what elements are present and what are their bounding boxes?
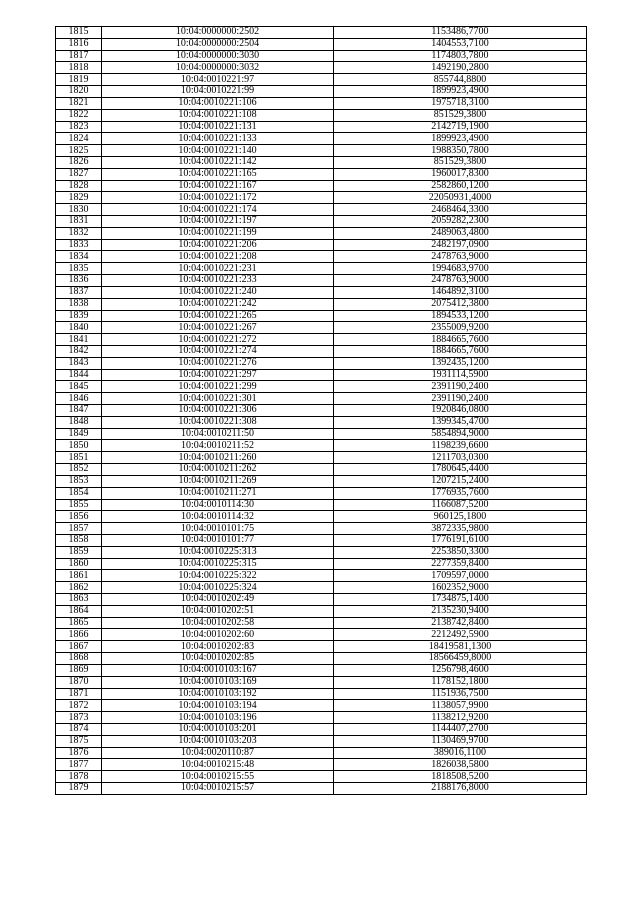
cadastral-number-cell: 10:04:0010211:52 — [102, 440, 334, 452]
table-row — [56, 405, 587, 417]
row-number-cell: 1852 — [56, 464, 102, 476]
cadastral-value-cell: 2391190,2400 — [334, 393, 587, 405]
row-number-cell: 1871 — [56, 688, 102, 700]
table-row — [56, 145, 587, 157]
table-row — [56, 275, 587, 287]
cadastral-value-cell: 1256798,4600 — [334, 664, 587, 676]
cadastral-number-cell: 10:04:0010221:272 — [102, 334, 334, 346]
cadastral-number-cell: 10:04:0000000:2504 — [102, 38, 334, 50]
row-number-cell: 1844 — [56, 369, 102, 381]
table-row — [56, 263, 587, 275]
table-row — [56, 227, 587, 239]
cadastral-number-cell: 10:04:0010221:276 — [102, 357, 334, 369]
table-row — [56, 50, 587, 62]
cadastral-value-cell: 1151936,7500 — [334, 688, 587, 700]
cadastral-number-cell: 10:04:0000000:3030 — [102, 50, 334, 62]
cadastral-value-cell: 1709597,0000 — [334, 570, 587, 582]
cadastral-number-cell: 10:04:0010101:75 — [102, 523, 334, 535]
cadastral-number-cell: 10:04:0010221:301 — [102, 393, 334, 405]
cadastral-value-cell: 2135230,9400 — [334, 605, 587, 617]
table-row — [56, 475, 587, 487]
row-number-cell: 1877 — [56, 759, 102, 771]
row-number-cell: 1855 — [56, 499, 102, 511]
row-number-cell: 1875 — [56, 735, 102, 747]
table-row — [56, 180, 587, 192]
cadastral-value-cell: 1207215,2400 — [334, 475, 587, 487]
row-number-cell: 1845 — [56, 381, 102, 393]
row-number-cell: 1848 — [56, 416, 102, 428]
table-row — [56, 759, 587, 771]
cadastral-value-cell: 2188176,8000 — [334, 783, 587, 795]
table-row — [56, 546, 587, 558]
row-number-cell: 1870 — [56, 676, 102, 688]
table-row — [56, 416, 587, 428]
row-number-cell: 1858 — [56, 534, 102, 546]
row-number-cell: 1874 — [56, 723, 102, 735]
table-row — [56, 499, 587, 511]
row-number-cell: 1847 — [56, 405, 102, 417]
cadastral-value-cell: 1734875,1400 — [334, 594, 587, 606]
row-number-cell: 1834 — [56, 251, 102, 263]
cadastral-number-cell: 10:04:0020110:87 — [102, 747, 334, 759]
cadastral-value-cell: 1931114,5900 — [334, 369, 587, 381]
cadastral-number-cell: 10:04:0010221:167 — [102, 180, 334, 192]
cadastral-value-cell: 18419581,1300 — [334, 641, 587, 653]
cadastral-number-cell: 10:04:0010215:57 — [102, 783, 334, 795]
cadastral-number-cell: 10:04:0010103:169 — [102, 676, 334, 688]
cadastral-value-cell: 1884665,7600 — [334, 345, 587, 357]
cadastral-number-cell: 10:04:0010221:133 — [102, 133, 334, 145]
table-row — [56, 594, 587, 606]
table-row — [56, 771, 587, 783]
cadastral-number-cell: 10:04:0010221:231 — [102, 263, 334, 275]
cadastral-number-cell: 10:04:0010211:260 — [102, 452, 334, 464]
row-number-cell: 1873 — [56, 712, 102, 724]
cadastral-number-cell: 10:04:0010225:324 — [102, 582, 334, 594]
cadastral-value-cell: 3872335,9800 — [334, 523, 587, 535]
table-row — [56, 298, 587, 310]
table-row — [56, 310, 587, 322]
cadastral-value-cell: 2582860,1200 — [334, 180, 587, 192]
cadastral-value-cell: 1899923,4900 — [334, 86, 587, 98]
cadastral-value-cell: 960125,1800 — [334, 511, 587, 523]
cadastral-value-cell: 1960017,8300 — [334, 168, 587, 180]
cadastral-value-cell: 1780645,4400 — [334, 464, 587, 476]
row-number-cell: 1819 — [56, 74, 102, 86]
cadastral-value-cell: 2355009,9200 — [334, 322, 587, 334]
row-number-cell: 1838 — [56, 298, 102, 310]
row-number-cell: 1867 — [56, 641, 102, 653]
row-number-cell: 1827 — [56, 168, 102, 180]
row-number-cell: 1821 — [56, 97, 102, 109]
row-number-cell: 1861 — [56, 570, 102, 582]
cadastral-number-cell: 10:04:0010221:165 — [102, 168, 334, 180]
table-row — [56, 322, 587, 334]
row-number-cell: 1835 — [56, 263, 102, 275]
cadastral-number-cell: 10:04:0010202:60 — [102, 629, 334, 641]
row-number-cell: 1818 — [56, 62, 102, 74]
cadastral-number-cell: 10:04:0010215:48 — [102, 759, 334, 771]
cadastral-value-cell: 1776191,6100 — [334, 534, 587, 546]
table-body — [56, 27, 587, 795]
cadastral-value-cell: 2478763,9000 — [334, 251, 587, 263]
row-number-cell: 1837 — [56, 286, 102, 298]
table-row — [56, 688, 587, 700]
cadastral-number-cell: 10:04:0010103:196 — [102, 712, 334, 724]
cadastral-value-cell: 2489063,4800 — [334, 227, 587, 239]
row-number-cell: 1816 — [56, 38, 102, 50]
table-row — [56, 393, 587, 405]
table-row — [56, 239, 587, 251]
table-row — [56, 641, 587, 653]
cadastral-number-cell: 10:04:0010221:242 — [102, 298, 334, 310]
cadastral-number-cell: 10:04:0010202:49 — [102, 594, 334, 606]
cadastral-value-cell: 389016,1100 — [334, 747, 587, 759]
cadastral-number-cell: 10:04:0010221:297 — [102, 369, 334, 381]
cadastral-value-cell: 2482197,0900 — [334, 239, 587, 251]
row-number-cell: 1832 — [56, 227, 102, 239]
cadastral-number-cell: 10:04:0010225:322 — [102, 570, 334, 582]
table-row — [56, 617, 587, 629]
cadastral-value-cell: 1153486,7700 — [334, 27, 587, 39]
cadastral-number-cell: 10:04:0010221:172 — [102, 192, 334, 204]
row-number-cell: 1823 — [56, 121, 102, 133]
cadastral-number-cell: 10:04:0010202:58 — [102, 617, 334, 629]
cadastral-value-cell: 1994683,9700 — [334, 263, 587, 275]
cadastral-value-cell: 5854894,9000 — [334, 428, 587, 440]
cadastral-value-cell: 1602352,9000 — [334, 582, 587, 594]
cadastral-number-cell: 10:04:0010211:262 — [102, 464, 334, 476]
cadastral-number-cell: 10:04:0010221:206 — [102, 239, 334, 251]
row-number-cell: 1820 — [56, 86, 102, 98]
table-row — [56, 74, 587, 86]
cadastral-value-cell: 22050931,4000 — [334, 192, 587, 204]
cadastral-value-cell: 1818508,5200 — [334, 771, 587, 783]
table-row — [56, 511, 587, 523]
cadastral-number-cell: 10:04:0010101:77 — [102, 534, 334, 546]
table-row — [56, 168, 587, 180]
table-row — [56, 109, 587, 121]
cadastral-value-cell: 1178152,1800 — [334, 676, 587, 688]
cadastral-value-cell: 1138057,9900 — [334, 700, 587, 712]
cadastral-value-cell: 1899923,4900 — [334, 133, 587, 145]
cadastral-value-cell: 1975718,3100 — [334, 97, 587, 109]
cadastral-value-cell: 2468464,3300 — [334, 204, 587, 216]
row-number-cell: 1836 — [56, 275, 102, 287]
table-row — [56, 251, 587, 263]
cadastral-number-cell: 10:04:0010202:83 — [102, 641, 334, 653]
table-row — [56, 723, 587, 735]
table-row — [56, 783, 587, 795]
row-number-cell: 1860 — [56, 558, 102, 570]
cadastral-number-cell: 10:04:0010103:201 — [102, 723, 334, 735]
table-row — [56, 570, 587, 582]
row-number-cell: 1850 — [56, 440, 102, 452]
cadastral-value-cell: 1130469,9700 — [334, 735, 587, 747]
cadastral-value-cell: 18566459,8000 — [334, 653, 587, 665]
cadastral-value-cell: 1138212,9200 — [334, 712, 587, 724]
cadastral-number-cell: 10:04:0010221:274 — [102, 345, 334, 357]
table-row — [56, 216, 587, 228]
table-row — [56, 121, 587, 133]
row-number-cell: 1878 — [56, 771, 102, 783]
cadastral-number-cell: 10:04:0010221:142 — [102, 156, 334, 168]
table-row — [56, 534, 587, 546]
row-number-cell: 1846 — [56, 393, 102, 405]
cadastral-number-cell: 10:04:0010221:197 — [102, 216, 334, 228]
cadastral-value-cell: 2059282,2300 — [334, 216, 587, 228]
cadastral-number-cell: 10:04:0010202:51 — [102, 605, 334, 617]
cadastral-value-cell: 2277359,8400 — [334, 558, 587, 570]
row-number-cell: 1862 — [56, 582, 102, 594]
cadastral-number-cell: 10:04:0010202:85 — [102, 653, 334, 665]
cadastral-value-cell: 1826038,5800 — [334, 759, 587, 771]
cadastral-value-cell: 1166087,5200 — [334, 499, 587, 511]
row-number-cell: 1863 — [56, 594, 102, 606]
cadastral-value-table — [55, 26, 587, 795]
cadastral-number-cell: 10:04:0010221:208 — [102, 251, 334, 263]
row-number-cell: 1849 — [56, 428, 102, 440]
row-number-cell: 1864 — [56, 605, 102, 617]
row-number-cell: 1857 — [56, 523, 102, 535]
row-number-cell: 1830 — [56, 204, 102, 216]
row-number-cell: 1876 — [56, 747, 102, 759]
table-row — [56, 664, 587, 676]
row-number-cell: 1839 — [56, 310, 102, 322]
cadastral-number-cell: 10:04:0010221:99 — [102, 86, 334, 98]
cadastral-number-cell: 10:04:0010103:167 — [102, 664, 334, 676]
table-row — [56, 27, 587, 39]
cadastral-value-cell: 1884665,7600 — [334, 334, 587, 346]
cadastral-number-cell: 10:04:0000000:3032 — [102, 62, 334, 74]
cadastral-value-cell: 1399345,4700 — [334, 416, 587, 428]
table-row — [56, 487, 587, 499]
cadastral-number-cell: 10:04:0010103:194 — [102, 700, 334, 712]
table-row — [56, 381, 587, 393]
cadastral-value-cell: 2075412,3800 — [334, 298, 587, 310]
cadastral-value-cell: 2142719,1900 — [334, 121, 587, 133]
cadastral-number-cell: 10:04:0010114:30 — [102, 499, 334, 511]
cadastral-value-cell: 2212492,5900 — [334, 629, 587, 641]
table-row — [56, 428, 587, 440]
row-number-cell: 1817 — [56, 50, 102, 62]
table-row — [56, 357, 587, 369]
cadastral-number-cell: 10:04:0010103:192 — [102, 688, 334, 700]
cadastral-value-cell: 851529,3800 — [334, 156, 587, 168]
table-row — [56, 712, 587, 724]
table-row — [56, 700, 587, 712]
row-number-cell: 1829 — [56, 192, 102, 204]
row-number-cell: 1828 — [56, 180, 102, 192]
table-row — [56, 192, 587, 204]
row-number-cell: 1824 — [56, 133, 102, 145]
cadastral-value-cell: 1211703,0300 — [334, 452, 587, 464]
row-number-cell: 1865 — [56, 617, 102, 629]
cadastral-number-cell: 10:04:0010221:299 — [102, 381, 334, 393]
table-row — [56, 86, 587, 98]
table-row — [56, 735, 587, 747]
table-row — [56, 464, 587, 476]
row-number-cell: 1879 — [56, 783, 102, 795]
cadastral-number-cell: 10:04:0010221:306 — [102, 405, 334, 417]
cadastral-number-cell: 10:04:0010221:131 — [102, 121, 334, 133]
table-row — [56, 452, 587, 464]
cadastral-number-cell: 10:04:0010221:140 — [102, 145, 334, 157]
row-number-cell: 1866 — [56, 629, 102, 641]
row-number-cell: 1833 — [56, 239, 102, 251]
row-number-cell: 1872 — [56, 700, 102, 712]
row-number-cell: 1815 — [56, 27, 102, 39]
cadastral-number-cell: 10:04:0010211:50 — [102, 428, 334, 440]
cadastral-number-cell: 10:04:0010221:308 — [102, 416, 334, 428]
cadastral-number-cell: 10:04:0010221:265 — [102, 310, 334, 322]
table-row — [56, 38, 587, 50]
row-number-cell: 1868 — [56, 653, 102, 665]
cadastral-number-cell: 10:04:0010221:267 — [102, 322, 334, 334]
row-number-cell: 1825 — [56, 145, 102, 157]
table-row — [56, 133, 587, 145]
row-number-cell: 1851 — [56, 452, 102, 464]
cadastral-value-cell: 1198239,6600 — [334, 440, 587, 452]
cadastral-value-cell: 1174803,7800 — [334, 50, 587, 62]
cadastral-number-cell: 10:04:0010114:32 — [102, 511, 334, 523]
row-number-cell: 1826 — [56, 156, 102, 168]
cadastral-number-cell: 10:04:0010215:55 — [102, 771, 334, 783]
cadastral-value-cell: 855744,8800 — [334, 74, 587, 86]
cadastral-value-cell: 1464892,3100 — [334, 286, 587, 298]
table-row — [56, 629, 587, 641]
row-number-cell: 1831 — [56, 216, 102, 228]
row-number-cell: 1854 — [56, 487, 102, 499]
cadastral-value-cell: 1920846,0800 — [334, 405, 587, 417]
table-row — [56, 582, 587, 594]
table-row — [56, 676, 587, 688]
table-row — [56, 653, 587, 665]
table-row — [56, 747, 587, 759]
row-number-cell: 1843 — [56, 357, 102, 369]
row-number-cell: 1869 — [56, 664, 102, 676]
cadastral-value-cell: 2253850,3300 — [334, 546, 587, 558]
cadastral-value-cell: 2138742,8400 — [334, 617, 587, 629]
table-row — [56, 62, 587, 74]
cadastral-value-cell: 851529,3800 — [334, 109, 587, 121]
cadastral-number-cell: 10:04:0010221:97 — [102, 74, 334, 86]
table-row — [56, 156, 587, 168]
cadastral-value-cell: 1776935,7600 — [334, 487, 587, 499]
row-number-cell: 1840 — [56, 322, 102, 334]
cadastral-number-cell: 10:04:0010211:269 — [102, 475, 334, 487]
cadastral-number-cell: 10:04:0010221:233 — [102, 275, 334, 287]
cadastral-value-cell: 1894533,1200 — [334, 310, 587, 322]
cadastral-value-cell: 2478763,9000 — [334, 275, 587, 287]
table-row — [56, 605, 587, 617]
cadastral-value-cell: 1404553,7100 — [334, 38, 587, 50]
row-number-cell: 1822 — [56, 109, 102, 121]
cadastral-value-cell: 1492190,2800 — [334, 62, 587, 74]
table-row — [56, 345, 587, 357]
row-number-cell: 1859 — [56, 546, 102, 558]
table-row — [56, 286, 587, 298]
cadastral-number-cell: 10:04:0010225:313 — [102, 546, 334, 558]
cadastral-number-cell: 10:04:0010221:240 — [102, 286, 334, 298]
table-row — [56, 558, 587, 570]
row-number-cell: 1853 — [56, 475, 102, 487]
cadastral-number-cell: 10:04:0000000:2502 — [102, 27, 334, 39]
table-row — [56, 97, 587, 109]
row-number-cell: 1842 — [56, 345, 102, 357]
row-number-cell: 1841 — [56, 334, 102, 346]
cadastral-number-cell: 10:04:0010221:199 — [102, 227, 334, 239]
cadastral-number-cell: 10:04:0010225:315 — [102, 558, 334, 570]
cadastral-value-cell: 1988350,7800 — [334, 145, 587, 157]
cadastral-number-cell: 10:04:0010221:174 — [102, 204, 334, 216]
table-row — [56, 204, 587, 216]
cadastral-number-cell: 10:04:0010211:271 — [102, 487, 334, 499]
cadastral-value-cell: 1392435,1200 — [334, 357, 587, 369]
table-row — [56, 523, 587, 535]
table-row — [56, 369, 587, 381]
cadastral-value-cell: 2391190,2400 — [334, 381, 587, 393]
cadastral-number-cell: 10:04:0010103:203 — [102, 735, 334, 747]
table-row — [56, 334, 587, 346]
cadastral-number-cell: 10:04:0010221:106 — [102, 97, 334, 109]
cadastral-value-cell: 1144407,2700 — [334, 723, 587, 735]
table-row — [56, 440, 587, 452]
cadastral-number-cell: 10:04:0010221:108 — [102, 109, 334, 121]
row-number-cell: 1856 — [56, 511, 102, 523]
